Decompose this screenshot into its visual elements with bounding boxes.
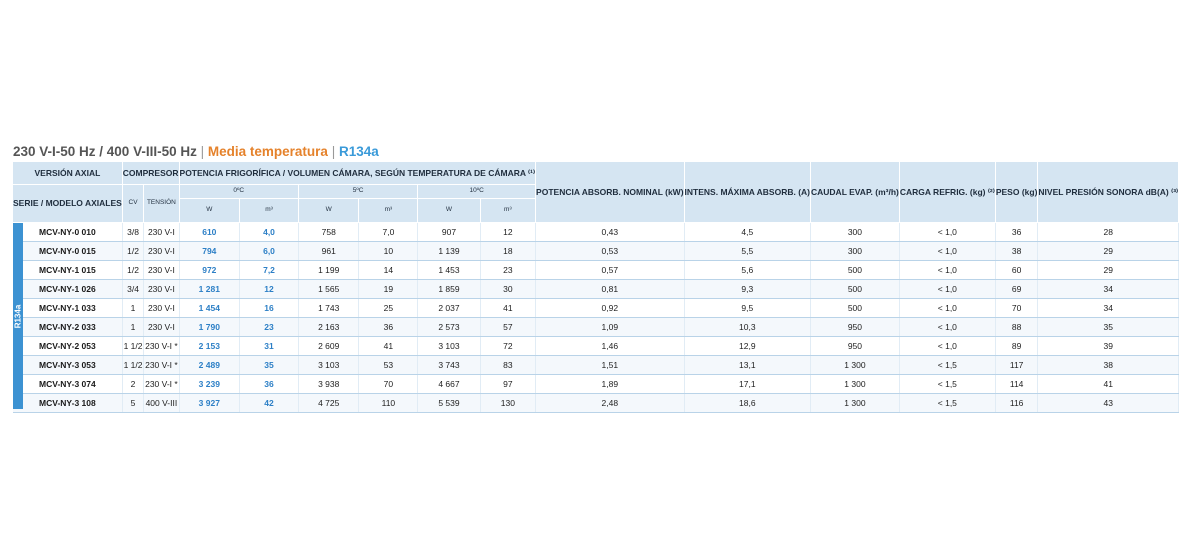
- weight-cell: 117: [995, 356, 1038, 375]
- header-unit-m3: m³: [359, 199, 418, 223]
- noise-cell: 34: [1038, 280, 1179, 299]
- noise-cell: 34: [1038, 299, 1179, 318]
- volume-5c-cell: 36: [359, 318, 418, 337]
- capacity-0c-w-cell: 3 927: [179, 394, 240, 413]
- table-row: [13, 242, 1179, 261]
- capacity-5c-w-cell: 758: [298, 223, 359, 242]
- title-temperature: Media temperatura: [207, 144, 328, 159]
- volume-0c-cell: 31: [240, 337, 299, 356]
- capacity-0c-w-cell: 2 153: [179, 337, 240, 356]
- model-cell: MCV-NY-3 074: [13, 375, 122, 394]
- noise-cell: 29: [1038, 242, 1179, 261]
- header-compressor: COMPRESOR: [122, 162, 179, 185]
- header-temp-10: 10ºC: [418, 185, 536, 199]
- capacity-0c-w-cell: 972: [179, 261, 240, 280]
- tension-cell: 230 V-I: [144, 299, 179, 318]
- volume-10c-cell: 12: [480, 223, 535, 242]
- flow-cell: 1 300: [811, 394, 900, 413]
- title-voltage: 230 V-I-50 Hz / 400 V-III-50 Hz: [13, 144, 197, 159]
- model-cell: MCV-NY-3 053: [13, 356, 122, 375]
- tension-cell: 230 V-I *: [144, 337, 179, 356]
- power-cell: 1,46: [536, 337, 685, 356]
- weight-cell: 114: [995, 375, 1038, 394]
- table-row: [13, 223, 1179, 242]
- volume-0c-cell: 6,0: [240, 242, 299, 261]
- current-cell: 5,6: [684, 261, 810, 280]
- capacity-5c-w-cell: 4 725: [298, 394, 359, 413]
- charge-cell: < 1,0: [899, 261, 995, 280]
- capacity-5c-w-cell: 3 103: [298, 356, 359, 375]
- power-cell: 0,57: [536, 261, 685, 280]
- header-tension: TENSIÓN: [144, 185, 179, 223]
- power-cell: 1,51: [536, 356, 685, 375]
- capacity-5c-w-cell: 1 565: [298, 280, 359, 299]
- current-cell: 4,5: [684, 223, 810, 242]
- header-series: SERIE / MODELO AXIALES: [13, 185, 122, 223]
- volume-0c-cell: 12: [240, 280, 299, 299]
- weight-cell: 116: [995, 394, 1038, 413]
- volume-10c-cell: 57: [480, 318, 535, 337]
- power-cell: 0,81: [536, 280, 685, 299]
- noise-cell: 41: [1038, 375, 1179, 394]
- cv-cell: 1 1/2: [122, 337, 143, 356]
- model-cell: MCV-NY-1 033: [13, 299, 122, 318]
- table-title: [13, 144, 379, 159]
- capacity-10c-w-cell: 1 859: [418, 280, 480, 299]
- cv-cell: 1/2: [122, 261, 143, 280]
- capacity-5c-w-cell: 1 199: [298, 261, 359, 280]
- capacity-5c-w-cell: 961: [298, 242, 359, 261]
- current-cell: 5,5: [684, 242, 810, 261]
- header-unit-w: W: [298, 199, 359, 223]
- model-cell: MCV-NY-1 015: [13, 261, 122, 280]
- noise-cell: 39: [1038, 337, 1179, 356]
- power-cell: 2,48: [536, 394, 685, 413]
- power-cell: 0,53: [536, 242, 685, 261]
- power-cell: 0,92: [536, 299, 685, 318]
- table-row: [13, 280, 1179, 299]
- capacity-0c-w-cell: 610: [179, 223, 240, 242]
- header-power: POTENCIA ABSORB. NOMINAL (kW): [536, 162, 685, 223]
- charge-cell: < 1,0: [899, 242, 995, 261]
- weight-cell: 69: [995, 280, 1038, 299]
- table-row: [13, 394, 1179, 413]
- header-capacity: POTENCIA FRIGORÍFICA / VOLUMEN CÁMARA, SEGÚN TEMPERATURA DE CÁMARA ⁽¹⁾: [179, 162, 536, 185]
- weight-cell: 38: [995, 242, 1038, 261]
- capacity-10c-w-cell: 2 037: [418, 299, 480, 318]
- tension-cell: 230 V-I *: [144, 375, 179, 394]
- weight-cell: 89: [995, 337, 1038, 356]
- capacity-5c-w-cell: 3 938: [298, 375, 359, 394]
- cv-cell: 1: [122, 318, 143, 337]
- volume-0c-cell: 7,2: [240, 261, 299, 280]
- capacity-5c-w-cell: 2 609: [298, 337, 359, 356]
- charge-cell: < 1,0: [899, 318, 995, 337]
- flow-cell: 1 300: [811, 356, 900, 375]
- header-unit-m3: m³: [240, 199, 299, 223]
- header-version: VERSIÓN AXIAL: [13, 162, 122, 185]
- tension-cell: 230 V-I: [144, 261, 179, 280]
- model-cell: MCV-NY-0 015: [13, 242, 122, 261]
- volume-0c-cell: 35: [240, 356, 299, 375]
- volume-0c-cell: 4,0: [240, 223, 299, 242]
- capacity-10c-w-cell: 5 539: [418, 394, 480, 413]
- volume-5c-cell: 53: [359, 356, 418, 375]
- tension-cell: 230 V-I: [144, 242, 179, 261]
- tension-cell: 230 V-I *: [144, 356, 179, 375]
- table-row: [13, 337, 1179, 356]
- title-refrigerant: R134a: [338, 144, 379, 159]
- flow-cell: 500: [811, 261, 900, 280]
- power-cell: 1,89: [536, 375, 685, 394]
- table-row: [13, 375, 1179, 394]
- noise-cell: 29: [1038, 261, 1179, 280]
- header-noise: NIVEL PRESIÓN SONORA dB(A) ⁽³⁾: [1038, 162, 1179, 223]
- model-cell: MCV-NY-3 108: [13, 394, 122, 413]
- volume-5c-cell: 41: [359, 337, 418, 356]
- weight-cell: 70: [995, 299, 1038, 318]
- cv-cell: 1 1/2: [122, 356, 143, 375]
- weight-cell: 88: [995, 318, 1038, 337]
- tension-cell: 230 V-I: [144, 223, 179, 242]
- volume-10c-cell: 72: [480, 337, 535, 356]
- header-unit-m3: m³: [480, 199, 535, 223]
- model-cell: MCV-NY-2 033: [13, 318, 122, 337]
- volume-10c-cell: 83: [480, 356, 535, 375]
- flow-cell: 950: [811, 337, 900, 356]
- capacity-10c-w-cell: 1 139: [418, 242, 480, 261]
- sidebar-label: R134a: [13, 304, 23, 328]
- charge-cell: < 1,0: [899, 280, 995, 299]
- volume-5c-cell: 19: [359, 280, 418, 299]
- flow-cell: 300: [811, 223, 900, 242]
- capacity-10c-w-cell: 1 453: [418, 261, 480, 280]
- noise-cell: 28: [1038, 223, 1179, 242]
- volume-5c-cell: 10: [359, 242, 418, 261]
- flow-cell: 300: [811, 242, 900, 261]
- volume-5c-cell: 110: [359, 394, 418, 413]
- current-cell: 13,1: [684, 356, 810, 375]
- model-cell: MCV-NY-0 010: [13, 223, 122, 242]
- header-temp-5: 5ºC: [298, 185, 417, 199]
- volume-5c-cell: 70: [359, 375, 418, 394]
- table-row: [13, 356, 1179, 375]
- charge-cell: < 1,0: [899, 299, 995, 318]
- noise-cell: 38: [1038, 356, 1179, 375]
- tension-cell: 230 V-I: [144, 280, 179, 299]
- noise-cell: 43: [1038, 394, 1179, 413]
- capacity-5c-w-cell: 1 743: [298, 299, 359, 318]
- table-row: [13, 261, 1179, 280]
- cv-cell: 1/2: [122, 242, 143, 261]
- charge-cell: < 1,5: [899, 394, 995, 413]
- volume-5c-cell: 14: [359, 261, 418, 280]
- volume-10c-cell: 18: [480, 242, 535, 261]
- capacity-10c-w-cell: 4 667: [418, 375, 480, 394]
- noise-cell: 35: [1038, 318, 1179, 337]
- charge-cell: < 1,5: [899, 375, 995, 394]
- cv-cell: 2: [122, 375, 143, 394]
- title-separator: |: [331, 144, 336, 159]
- tension-cell: 230 V-I: [144, 318, 179, 337]
- capacity-0c-w-cell: 3 239: [179, 375, 240, 394]
- current-cell: 12,9: [684, 337, 810, 356]
- refrigerant-sidebar: [13, 223, 23, 409]
- capacity-0c-w-cell: 1 790: [179, 318, 240, 337]
- volume-10c-cell: 41: [480, 299, 535, 318]
- table-row: [13, 318, 1179, 337]
- header-cv: CV: [122, 185, 143, 223]
- volume-5c-cell: 7,0: [359, 223, 418, 242]
- capacity-0c-w-cell: 1 281: [179, 280, 240, 299]
- volume-0c-cell: 16: [240, 299, 299, 318]
- header-current: INTENS. MÁXIMA ABSORB. (A): [684, 162, 810, 223]
- charge-cell: < 1,0: [899, 337, 995, 356]
- model-cell: MCV-NY-1 026: [13, 280, 122, 299]
- current-cell: 9,5: [684, 299, 810, 318]
- header-weight: PESO (kg): [995, 162, 1038, 223]
- volume-10c-cell: 97: [480, 375, 535, 394]
- volume-0c-cell: 36: [240, 375, 299, 394]
- current-cell: 18,6: [684, 394, 810, 413]
- cv-cell: 3/4: [122, 280, 143, 299]
- power-cell: 1,09: [536, 318, 685, 337]
- power-cell: 0,43: [536, 223, 685, 242]
- flow-cell: 500: [811, 280, 900, 299]
- flow-cell: 500: [811, 299, 900, 318]
- charge-cell: < 1,5: [899, 356, 995, 375]
- model-cell: MCV-NY-2 053: [13, 337, 122, 356]
- cv-cell: 1: [122, 299, 143, 318]
- capacity-10c-w-cell: 3 743: [418, 356, 480, 375]
- flow-cell: 1 300: [811, 375, 900, 394]
- volume-10c-cell: 30: [480, 280, 535, 299]
- capacity-5c-w-cell: 2 163: [298, 318, 359, 337]
- header-unit-w: W: [418, 199, 480, 223]
- flow-cell: 950: [811, 318, 900, 337]
- charge-cell: < 1,0: [899, 223, 995, 242]
- title-separator: |: [200, 144, 205, 159]
- volume-10c-cell: 130: [480, 394, 535, 413]
- current-cell: 17,1: [684, 375, 810, 394]
- current-cell: 10,3: [684, 318, 810, 337]
- volume-5c-cell: 25: [359, 299, 418, 318]
- capacity-10c-w-cell: 3 103: [418, 337, 480, 356]
- table-row: [13, 299, 1179, 318]
- capacity-0c-w-cell: 2 489: [179, 356, 240, 375]
- capacity-0c-w-cell: 1 454: [179, 299, 240, 318]
- weight-cell: 36: [995, 223, 1038, 242]
- header-unit-w: W: [179, 199, 240, 223]
- tension-cell: 400 V-III: [144, 394, 179, 413]
- cv-cell: 3/8: [122, 223, 143, 242]
- cv-cell: 5: [122, 394, 143, 413]
- specifications-table: [13, 162, 1179, 413]
- capacity-0c-w-cell: 794: [179, 242, 240, 261]
- volume-10c-cell: 23: [480, 261, 535, 280]
- capacity-10c-w-cell: 907: [418, 223, 480, 242]
- volume-0c-cell: 23: [240, 318, 299, 337]
- header-flow: CAUDAL EVAP. (m³/h): [811, 162, 900, 223]
- capacity-10c-w-cell: 2 573: [418, 318, 480, 337]
- header-temp-0: 0ºC: [179, 185, 298, 199]
- current-cell: 9,3: [684, 280, 810, 299]
- header-charge: CARGA REFRIG. (kg) ⁽²⁾: [899, 162, 995, 223]
- volume-0c-cell: 42: [240, 394, 299, 413]
- weight-cell: 60: [995, 261, 1038, 280]
